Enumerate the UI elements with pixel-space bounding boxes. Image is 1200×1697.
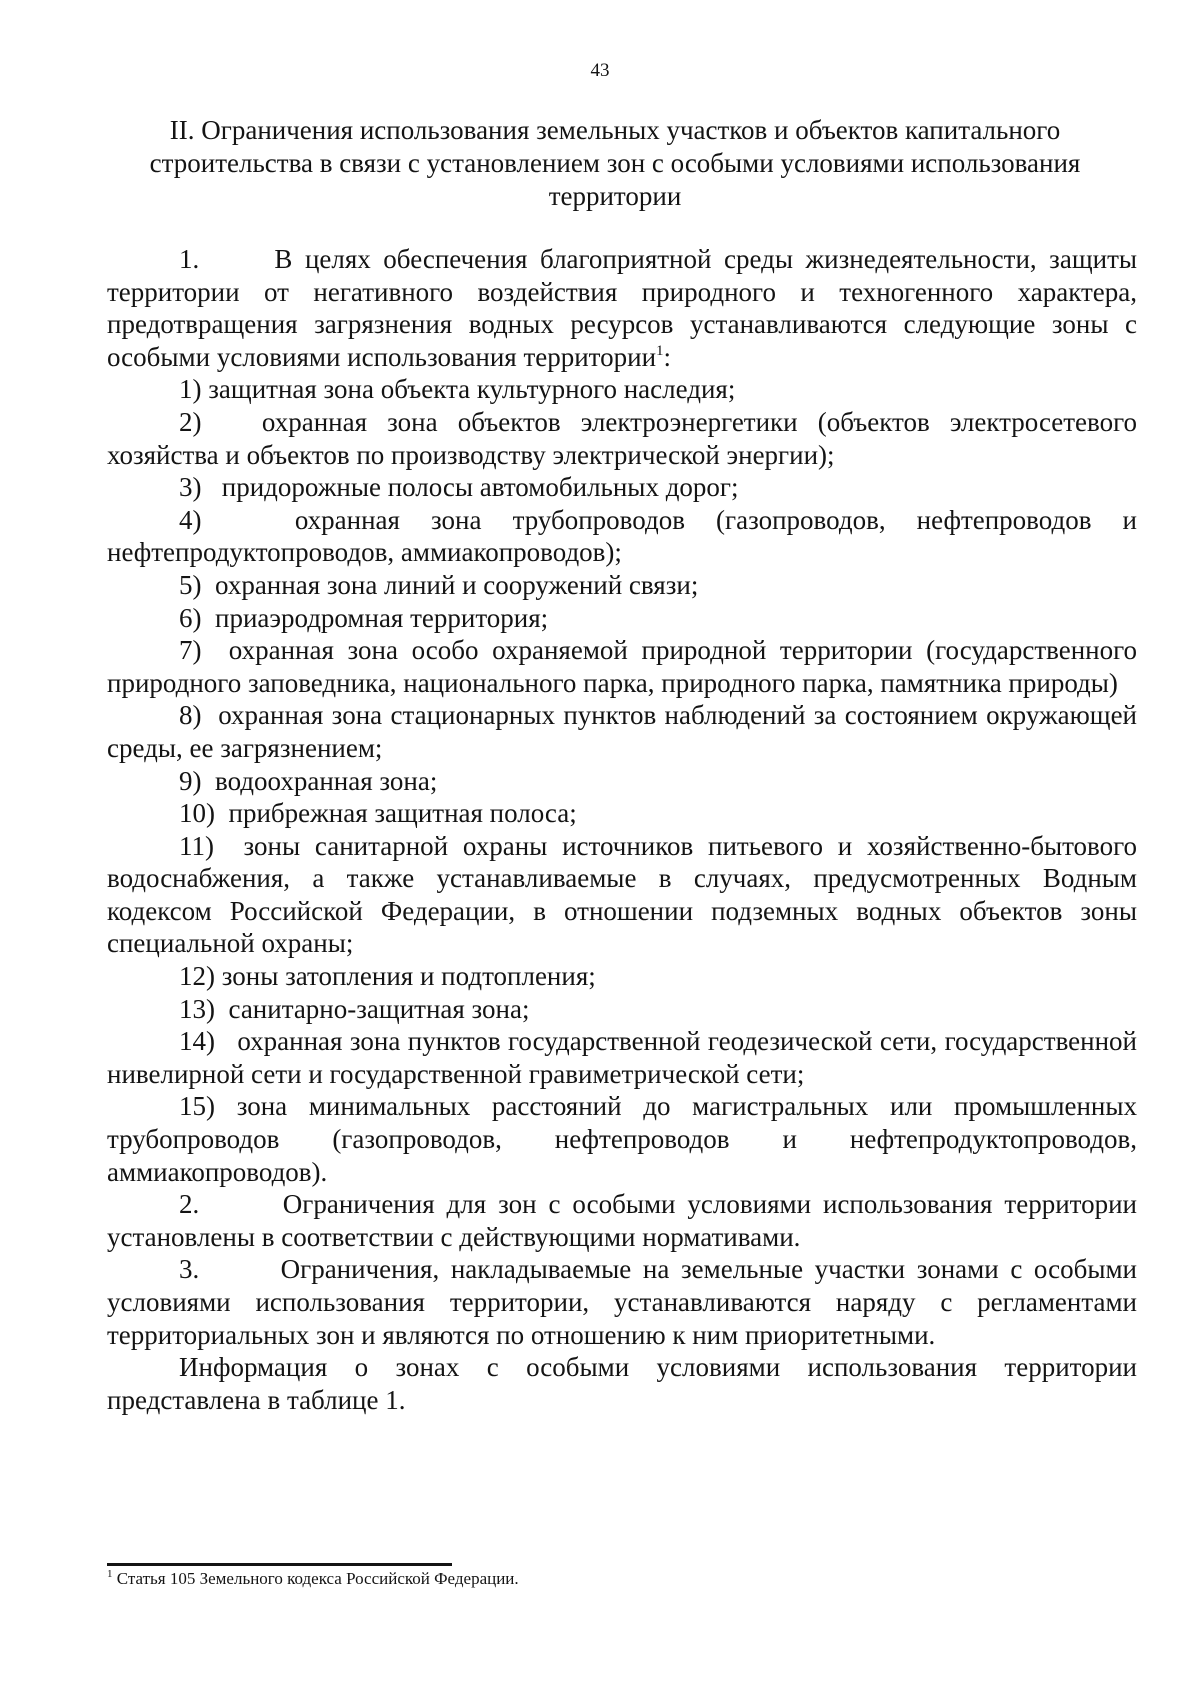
zone-item-text: охранная зона объектов электроэнергетики (объектов электросетевого хозяйства и объектов по производству электрической энергии); [107,406,1137,470]
zone-item-number: 8) [179,700,202,731]
zone-item-14 [107,1025,1137,1090]
zone-item-text: приаэродромная территория; [215,602,549,633]
zone-item-text: санитарно-защитная зона; [228,993,530,1024]
zone-item-number: 9) [179,765,202,796]
zone-item-text: зоны затопления и подтопления; [221,961,596,992]
footnote-mark: 1 [107,1568,113,1580]
zone-item-11 [107,830,1137,960]
zone-item-text: охранная зона трубопроводов (газопроводов, нефтепроводов и нефтепродуктопроводов, аммиакопроводов); [107,504,1137,568]
zone-item-number: 13) [179,993,215,1024]
footnote-divider [107,1563,452,1566]
body-text [107,243,1137,1416]
zone-item-text: охранная зона линий и сооружений связи; [215,569,699,600]
zone-item-text: защитная зона объекта культурного наследия; [208,374,736,405]
paragraph-3-number: 3. [179,1254,200,1285]
zone-item-number: 15) [179,1091,215,1122]
zone-item-2 [107,406,1137,471]
paragraph-1-text: В целях обеспечения благоприятной среды жизнедеятельности, защиты территории от негативного воздействия природного и техногенного характера, предотвращения загрязнения водных ресурсов устанавливаются следующие зоны с особыми условиями использования территории [107,244,1138,372]
zone-item-15 [107,1090,1137,1188]
zone-item-number: 2) [179,406,202,437]
paragraph-3-text: Ограничения, накладываемые на земельные участки зонами с особыми условиями использования территории, устанавливаются наряду с регламентами территориальных зон и являются по отношению к ним приоритетными. [107,1254,1137,1350]
paragraph-2-number: 2. [179,1189,200,1220]
zone-item-number: 10) [179,798,215,829]
zone-item-3 [107,471,1137,504]
zone-item-4 [107,504,1137,569]
footnote-text: Статья 105 Земельного кодекса Российской Федерации. [116,1569,519,1588]
zone-item-13 [107,993,1137,1026]
zone-item-number: 4) [179,504,202,535]
zone-item-number: 6) [179,602,202,633]
zone-item-number: 14) [179,1026,215,1057]
paragraph-3 [107,1253,1137,1351]
zone-item-text: охранная зона особо охраняемой природной территории (государственного природного заповедника, национального парка, природного парка, памятника природы) [107,635,1137,698]
zone-item-10 [107,797,1137,830]
footnote [107,1568,1107,1590]
paragraph-2-text: Ограничения для зон с особыми условиями использования территории установлены в соответствии с действующими нормативами. [107,1189,1137,1252]
zone-item-text: придорожные полосы автомобильных дорог; [221,472,739,503]
zone-item-6 [107,602,1137,635]
page-number: 43 [590,60,610,81]
paragraph-1-number: 1. [179,244,200,274]
zone-item-8 [107,699,1137,764]
zone-item-number: 7) [179,635,202,666]
paragraph-1-tail: : [663,341,672,372]
zone-item-text: зона минимальных расстояний до магистральных или промышленных трубопроводов (газопроводов, нефтепроводов и нефтепродуктопроводов, аммиакопроводов). [107,1091,1137,1187]
zone-item-text: охранная зона стационарных пунктов наблюдений за состоянием окружающей среды, ее загрязнением; [107,700,1138,763]
zone-item-7 [107,634,1137,699]
zone-item-5 [107,569,1137,602]
zone-item-number: 5) [179,569,202,600]
footnote-reference: 1 [656,342,664,359]
zone-item-number: 11) [179,830,214,861]
zone-item-text: прибрежная защитная полоса; [228,798,577,829]
zone-item-number: 1) [179,374,202,405]
zone-item-text: зоны санитарной охраны источников питьевого и хозяйственно-бытового водоснабжения, а также устанавливаемые в случаях, предусмотренных Водным кодексом Российской Федерации, в отношении подземных водных объектов зоны специальной охраны; [107,830,1137,959]
section-title: II. Ограничения использования земельных участков и объектов капитального строительства в связи с установлением зон с особыми условиями использования территории [149,115,1081,211]
zone-item-text: охранная зона пунктов государственной геодезической сети, государственной нивелирной сети и государственной гравиметрической сети; [107,1026,1137,1089]
zone-item-1 [107,373,1137,406]
zone-item-12 [107,960,1137,993]
paragraph-1 [107,243,1137,373]
zone-item-9 [107,765,1137,798]
paragraph-2 [107,1188,1137,1253]
zone-item-number: 3) [179,472,202,503]
zone-item-number: 12) [179,961,215,992]
info-paragraph: Информация о зонах с особыми условиями использования территории представлена в таблице 1. [107,1352,1137,1415]
zone-item-text: водоохранная зона; [215,765,438,796]
